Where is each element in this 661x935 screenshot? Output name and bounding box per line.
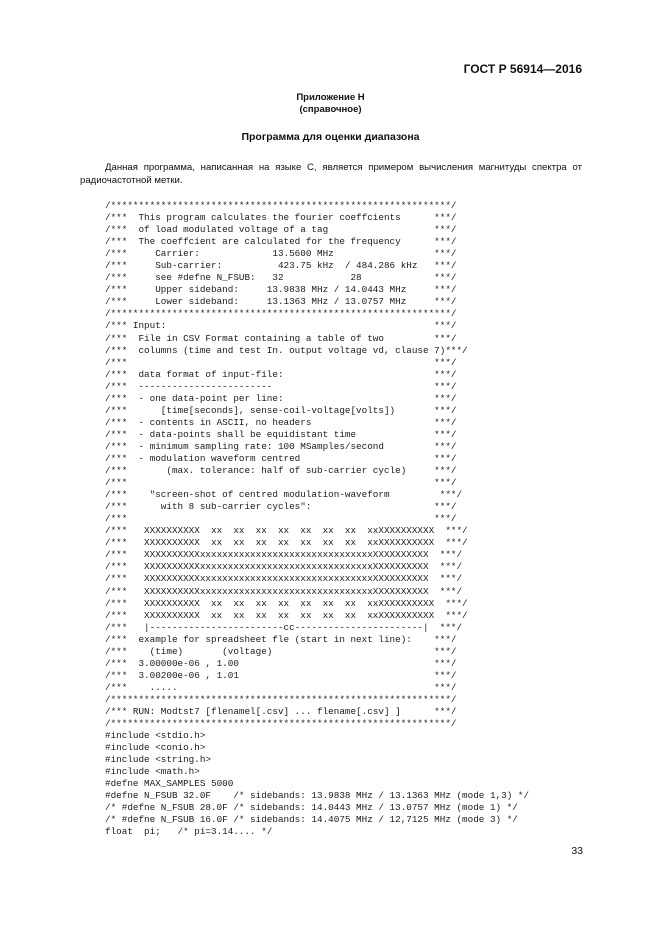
code-line: /*** The coeffcient are calculated for the frequency ***/ <box>105 236 457 248</box>
code-listing <box>105 200 529 838</box>
code-line: /*** XXXXXXXXXXxxxxxxxxxxxxxxxxxxxxxxxxxxxxxxxXXXXXXXXXX ***/ <box>105 561 463 573</box>
code-line: /*** - modulation waveform centred ***/ <box>105 452 457 464</box>
appendix-heading <box>0 92 661 116</box>
code-line: /*************************************************************/ <box>105 718 457 730</box>
code-line: /*** with 8 sub-carrier cycles": ***/ <box>105 501 457 513</box>
code-line: /*** ***/ <box>105 513 457 525</box>
code-line: /*** example for spreadsheet fle (start in next line): ***/ <box>105 633 457 645</box>
code-line: /* #defne N_FSUB 28.0F /* sidebands: 14.0443 MHz / 13.0757 MHz (mode 1) */ <box>105 802 518 814</box>
code-line: /*************************************************************/ <box>105 693 457 705</box>
code-line: #include <math.h> <box>105 766 200 778</box>
code-line: /*** 3.00200e-06 , 1.01 ***/ <box>105 669 457 681</box>
code-line: /*************************************************************/ <box>105 200 457 211</box>
code-line: /*** 3.00000e-06 , 1.00 ***/ <box>105 657 457 669</box>
code-line: /*** XXXXXXXXXX xx xx xx xx xx xx xx xxXXXXXXXXXX ***/ <box>105 537 468 549</box>
program-title: Программа для оценки диапазона <box>241 131 420 143</box>
code-line: float pi; /* pi=3.14.... */ <box>105 826 273 838</box>
code-line: /*** (time) (voltage) ***/ <box>105 645 457 657</box>
code-line: /*** - minimum sampling rate: 100 MSamples/second ***/ <box>105 440 457 452</box>
code-line: /*** ***/ <box>105 477 457 489</box>
appendix-label: Приложение Н <box>296 92 365 103</box>
code-line: /*** ..... ***/ <box>105 681 457 693</box>
code-line: /*** - data-points shall be equidistant time ***/ <box>105 428 457 440</box>
code-line: #defne MAX_SAMPLES 5000 <box>105 778 234 790</box>
code-line: /*** |------------------------cc-----------------------| ***/ <box>105 621 463 633</box>
code-line: /*** ***/ <box>105 356 457 368</box>
code-line: /*** [time[seconds], sense-coil-voltage[volts]) ***/ <box>105 404 457 416</box>
code-line: /*** "screen-shot of centred modulation-waveform ***/ <box>105 489 463 501</box>
intro-paragraph: Данная программа, написанная на языке С, является примером вычисления магнитуды спектра от радиочастотной метки. <box>80 162 582 186</box>
code-line: /*** XXXXXXXXXX xx xx xx xx xx xx xx xxXXXXXXXXXX ***/ <box>105 525 468 537</box>
code-line: /*** Sub-carrier: 423.75 kHz / 484.286 kHz ***/ <box>105 260 457 272</box>
code-line: /*** File in CSV Format containing a table of two ***/ <box>105 332 457 344</box>
code-line: /*** XXXXXXXXXXxxxxxxxxxxxxxxxxxxxxxxxxxxxxxxxXXXXXXXXXX ***/ <box>105 585 463 597</box>
code-line: #include <conio.h> <box>105 742 206 754</box>
code-line: /*** of load modulated voltage of a tag ***/ <box>105 224 457 236</box>
code-line: /*** XXXXXXXXXX xx xx xx xx xx xx xx xxXXXXXXXXXX ***/ <box>105 597 468 609</box>
code-line: /*** XXXXXXXXXXxxxxxxxxxxxxxxxxxxxxxxxxxxxxxxxXXXXXXXXXX ***/ <box>105 549 463 561</box>
document-standard-number: ГОСТ Р 56914—2016 <box>463 62 582 76</box>
code-line: /* #defne N_FSUB 16.0F /* sidebands: 14.4075 MHz / 12,7125 MHz (mode 3) */ <box>105 814 518 826</box>
code-line: /*************************************************************/ <box>105 308 457 320</box>
page-number: 33 <box>571 845 583 857</box>
code-line: /*** columns (time and test In. output voltage vd, clause 7)***/ <box>105 344 468 356</box>
code-line: /*** RUN: Modtst7 [flenamel[.csv] ... flename[.csv] ] ***/ <box>105 705 457 717</box>
code-line: /*** - one data-point per line: ***/ <box>105 392 457 404</box>
code-line: #defne N_FSUB 32.0F /* sidebands: 13.9838 MHz / 13.1363 MHz (mode 1,3) */ <box>105 790 530 802</box>
code-line: /*** see #defne N_FSUB: 32 28 ***/ <box>105 272 457 284</box>
code-line: /*** Upper sideband: 13.9838 MHz / 14.0443 MHz ***/ <box>105 284 457 296</box>
code-line: /*** XXXXXXXXXXxxxxxxxxxxxxxxxxxxxxxxxxxxxxxxxXXXXXXXXXX ***/ <box>105 573 463 585</box>
code-line: #include <stdio.h> <box>105 730 206 742</box>
code-line: #include <string.h> <box>105 754 212 766</box>
code-line: /*** ------------------------ ***/ <box>105 380 457 392</box>
code-line: /*** Carrier: 13.5600 MHz ***/ <box>105 248 457 260</box>
code-line: /*** This program calculates the fourier coeffcients ***/ <box>105 212 457 224</box>
code-line: /*** Input: ***/ <box>105 320 457 332</box>
code-line: /*** (max. tolerance: half of sub-carrier cycle) ***/ <box>105 465 457 477</box>
code-line: /*** Lower sideband: 13.1363 MHz / 13.0757 MHz ***/ <box>105 296 457 308</box>
code-line: /*** XXXXXXXXXX xx xx xx xx xx xx xx xxXXXXXXXXXX ***/ <box>105 609 468 621</box>
code-line: /*** data format of input-file: ***/ <box>105 368 457 380</box>
code-line: /*** - contents in ASCII, no headers ***/ <box>105 416 457 428</box>
appendix-type: (справочное) <box>299 104 362 115</box>
